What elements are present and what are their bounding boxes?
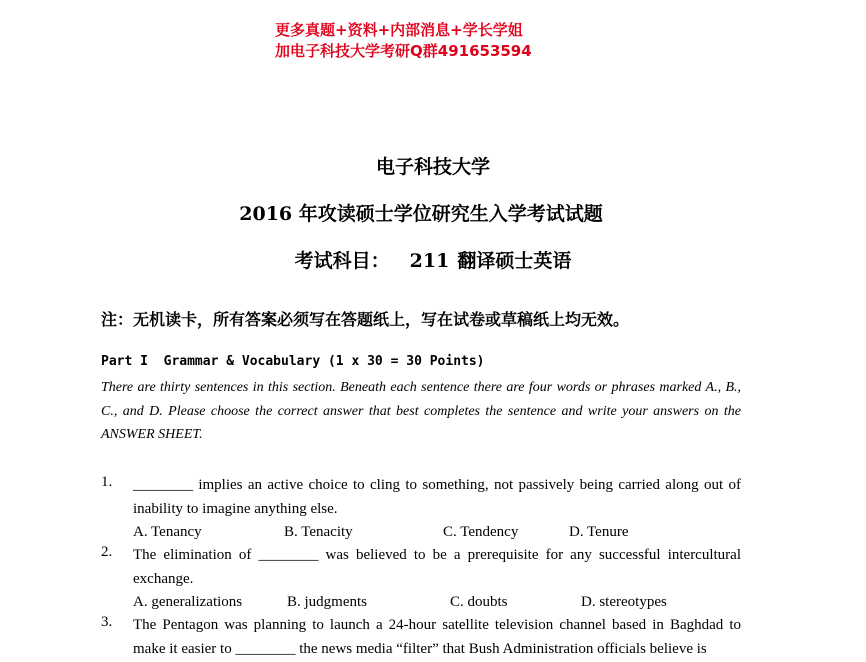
part-instructions: There are thirty sentences in this section. Beneath each sentence there are four words or phrases marked A., B., C., and D. Please choose the correct answer that best completes the sentence and write your answers on the ANSWER SHEET.	[101, 380, 741, 442]
exam-title: 2016 年攻读硕士学位研究生入学考试试题	[239, 203, 603, 225]
question-options	[133, 521, 741, 544]
exam-note: 注：无机读卡，所有答案必须写在答题纸上，写在试卷或草稿纸上均无效。	[101, 310, 630, 329]
watermark-line-1: 更多真题+资料+内部消息+学长学姐	[275, 21, 523, 39]
university-title: 电子科技大学	[375, 156, 490, 178]
watermark-line-2: 加电子科技大学考研Q群491653594	[275, 42, 532, 60]
option-b: B. Tenacity	[284, 524, 353, 540]
part-heading: Part I Grammar & Vocabulary (1 x 30 = 30 Points)	[101, 354, 485, 369]
option-c: C. doubts	[450, 594, 508, 610]
question-stem: ________ implies an active choice to cling to something, not passively being carried along out of inability to imagine anything else.	[133, 477, 741, 517]
subject-code: 211	[409, 250, 450, 272]
question-stem: The elimination of ________ was believed to be a prerequisite for any successful intercultural exchange.	[133, 547, 741, 587]
question-2	[101, 544, 741, 614]
question-1	[101, 474, 741, 544]
promo-watermark	[275, 20, 532, 62]
option-a: A. generalizations	[133, 594, 243, 610]
question-stem: The Pentagon was planning to launch a 24-hour satellite television channel based in Baghdad to make it easier to ________ the news media “filter” that Bush Administration officials believe is	[133, 617, 741, 657]
subject-line	[0, 246, 866, 273]
option-b: B. judgments	[287, 594, 368, 610]
subject-name: 翻译硕士英语	[457, 250, 572, 272]
question-number: 1.	[101, 474, 113, 490]
question-number: 3.	[101, 614, 113, 630]
option-d: D. Tenure	[569, 524, 629, 540]
question-options	[133, 591, 741, 614]
option-d: D. stereotypes	[581, 594, 667, 610]
option-a: A. Tenancy	[133, 524, 202, 540]
subject-label: 考试科目：	[294, 250, 390, 272]
question-number: 2.	[101, 544, 113, 560]
option-c: C. Tendency	[443, 524, 519, 540]
question-3	[101, 614, 741, 661]
